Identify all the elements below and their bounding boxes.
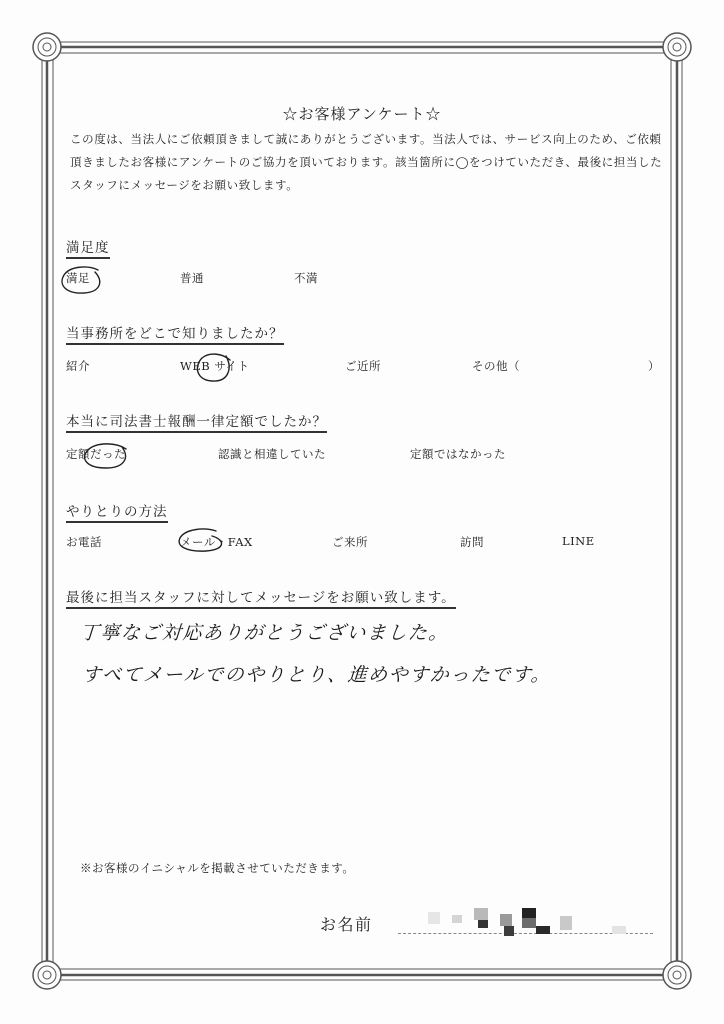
option-phone[interactable]: お電話 — [66, 535, 102, 549]
option-other-close: ） — [648, 359, 660, 373]
intro-text: この度は、当法人にご依頼頂きまして誠にありがとうございます。当法人では、サービス向上のため、ご依頼頂きましたお客様にアンケートのご協力を頂いております。該当箇所に◯をつけていただき、最後に担当したスタッフにメッセージをお願い致します。 — [70, 132, 663, 192]
option-visit-office[interactable]: ご来所 — [332, 535, 368, 549]
option-email-fax[interactable]: メール・FAX — [180, 535, 253, 549]
option-differed[interactable]: 認識と相違していた — [218, 447, 326, 461]
section-heading-message: 最後に担当スタッフに対してメッセージをお願い致します。 — [66, 586, 456, 609]
option-home-visit[interactable]: 訪問 — [460, 535, 484, 549]
option-average[interactable]: 普通 — [180, 271, 204, 285]
corner-ornament-bottom-left — [33, 961, 61, 989]
corner-ornament-bottom-right — [663, 961, 691, 989]
option-dissatisfied[interactable]: 不満 — [294, 271, 318, 285]
option-line[interactable]: LINE — [562, 534, 595, 548]
survey-title: ☆お客様アンケート☆ — [282, 105, 442, 123]
corner-ornament-top-right — [663, 33, 691, 61]
option-referral[interactable]: 紹介 — [66, 359, 90, 373]
section-heading-fixed-fee: 本当に司法書士報酬一律定額でしたか？ — [66, 410, 327, 433]
name-label: お名前 — [320, 915, 373, 934]
option-other[interactable]: その他（ — [472, 359, 520, 373]
option-neighborhood[interactable]: ご近所 — [345, 359, 381, 373]
option-website[interactable]: WEB サイト — [180, 359, 250, 373]
section-heading-contact-method: やりとりの方法 — [66, 500, 168, 523]
option-not-fixed[interactable]: 定額ではなかった — [410, 447, 506, 461]
option-fixed[interactable]: 定額だった — [66, 447, 126, 461]
handwritten-message-line-2: すべてメールでのやりとり、進めやすかったです。 — [81, 664, 552, 686]
option-satisfied[interactable]: 満足 — [66, 271, 90, 285]
handwritten-message-line-1: 丁寧なご対応ありがとうございました。 — [79, 622, 450, 644]
initials-note: ※お客様のイニシャルを掲載させていただきます。 — [80, 861, 355, 875]
section-heading-satisfaction: 満足度 — [66, 236, 110, 259]
corner-ornament-top-left — [33, 33, 61, 61]
section-heading-source: 当事務所をどこで知りましたか？ — [66, 322, 284, 345]
